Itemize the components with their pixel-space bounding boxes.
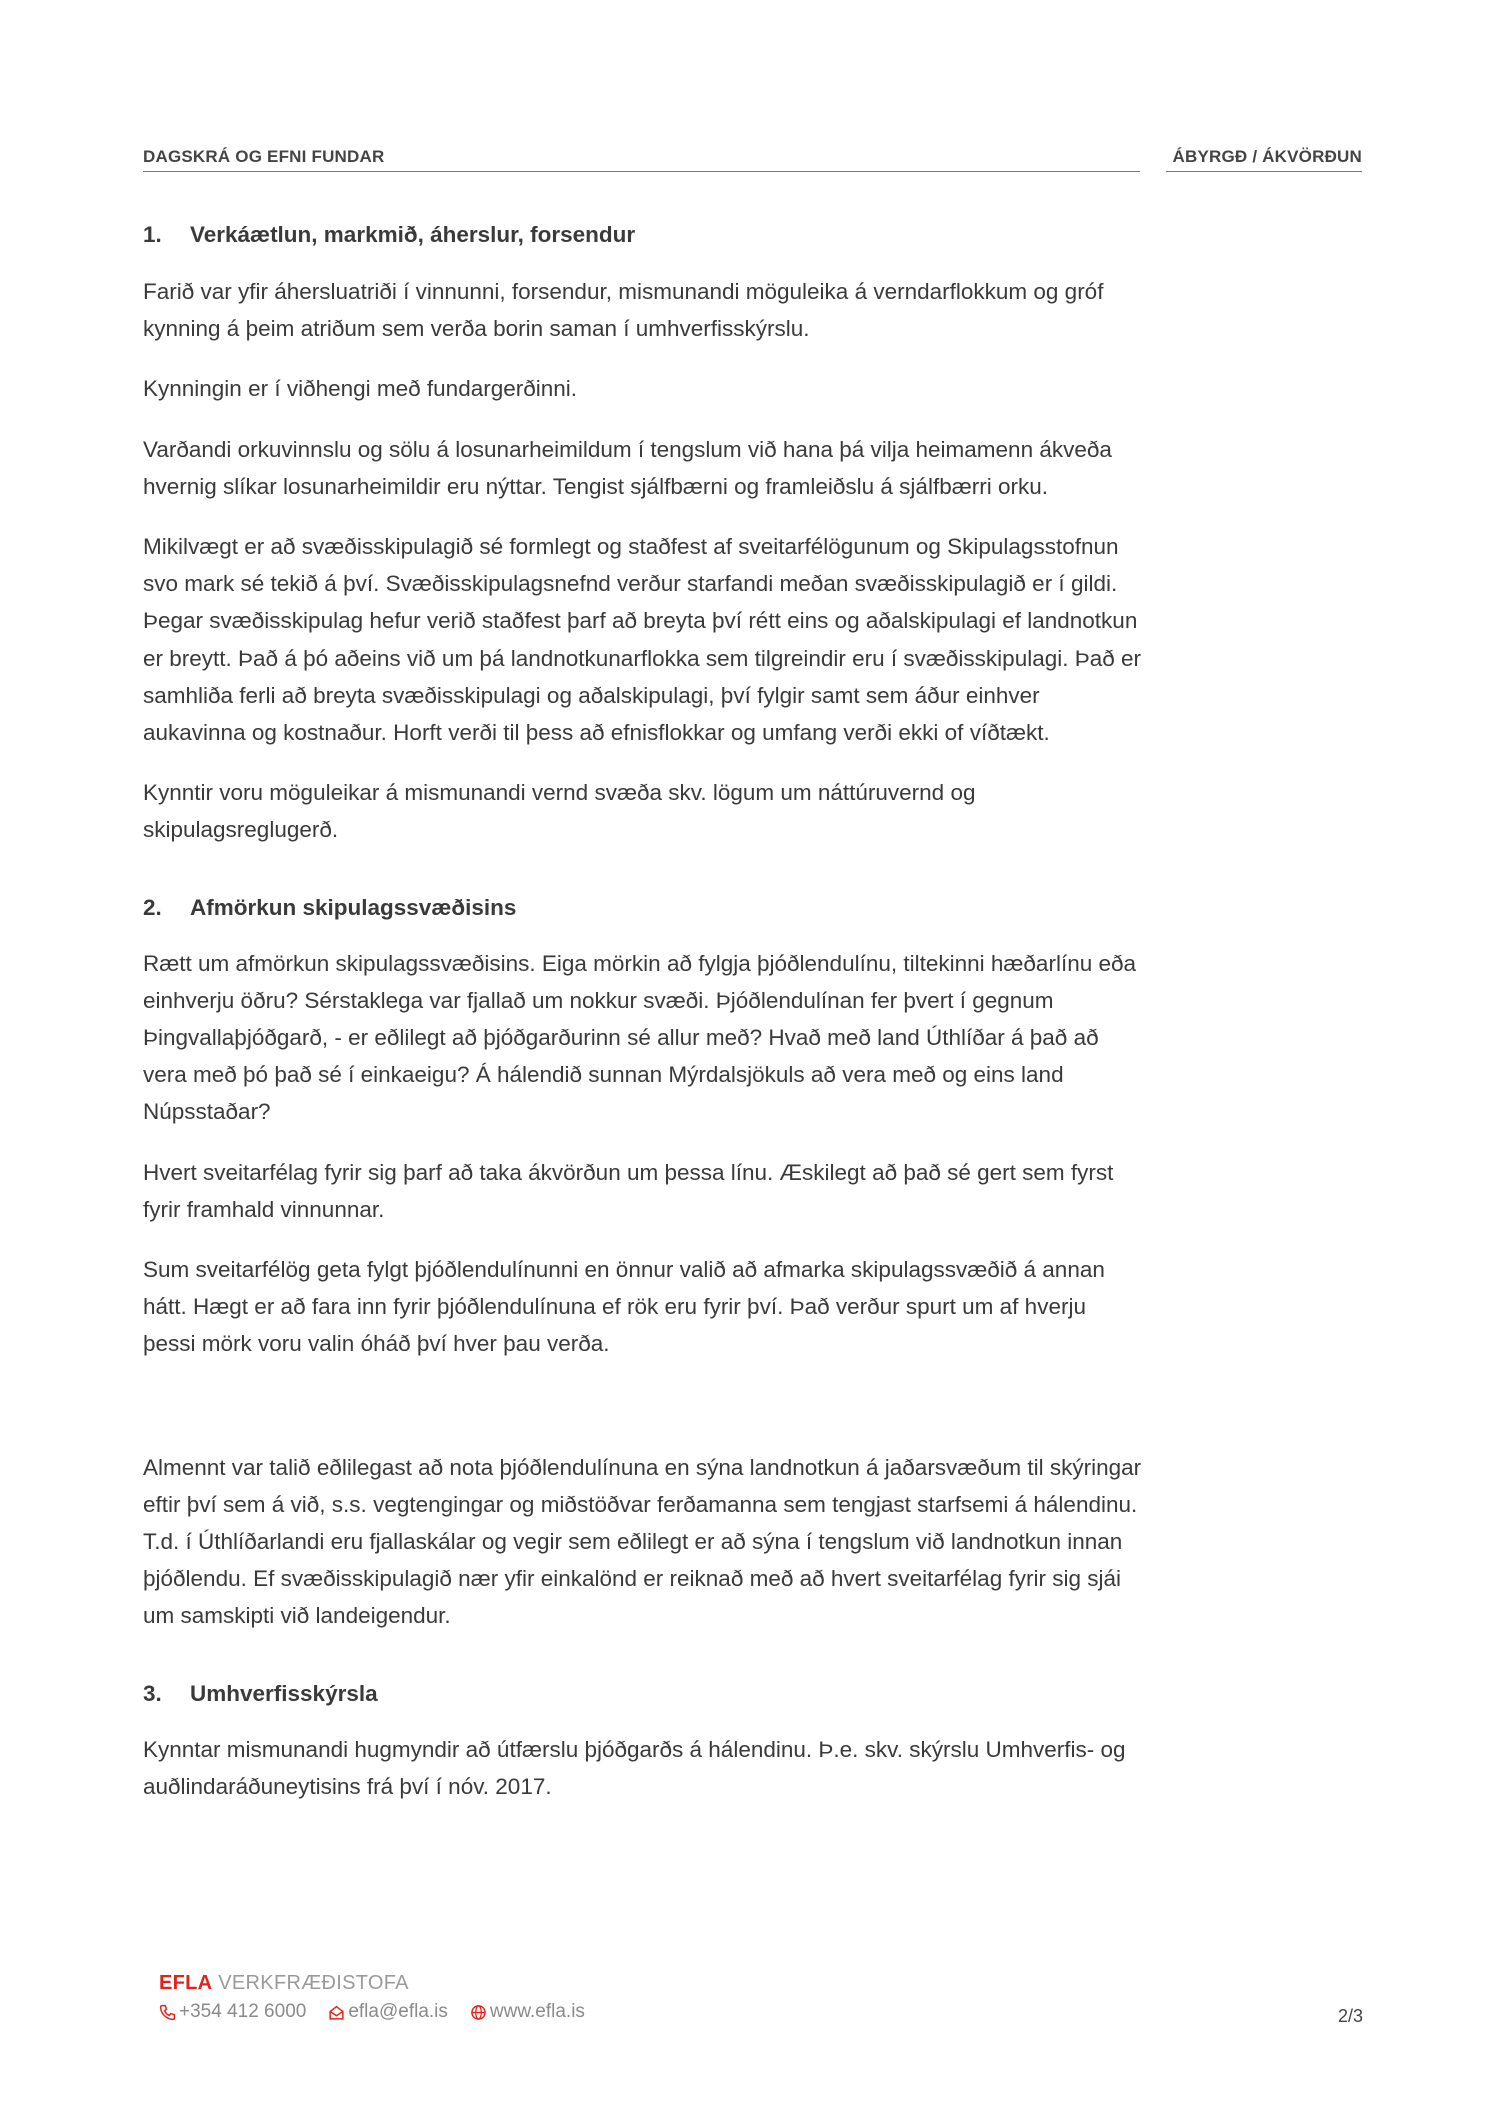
- section-title: Afmörkun skipulagssvæðisins: [190, 894, 517, 920]
- section-number: 3.: [143, 1680, 162, 1706]
- paragraph: Hvert sveitarfélag fyrir sig þarf að taka ákvörðun um þessa línu. Æskilegt að það sé gert sem fyrst fyrir framhald vinnunnar.: [143, 1159, 1114, 1222]
- website-link[interactable]: www.efla.is: [489, 2001, 585, 2022]
- web-contact[interactable]: [470, 2001, 585, 2023]
- globe-icon: [470, 2004, 487, 2021]
- section-number: 1.: [143, 222, 162, 247]
- document-body: [143, 222, 1143, 1805]
- paragraph: Kynntar mismunandi hugmyndir að útfærslu þjóðgarðs á hálendinu. Þ.e. skv. skýrslu Umhverfis- og auðlindaráðuneytisins frá því í nóv. 2017.: [143, 1736, 1126, 1799]
- section-title: Umhverfisskýrsla: [190, 1680, 378, 1706]
- paragraph: Almennt var talið eðlilegast að nota þjóðlendulínuna en sýna landnotkun á jaðarsvæðum til skýringar eftir því sem á við, s.s. vegtengingar og miðstöðvar ferðamanna sem tengjast starfsemi á hálendinu. T.d. í Úthlíðarlandi eru fjallaskálar og vegir sem eðlilegt er að sýna í tengslum við landnotkun innan þjóðlendu. Ef svæðisskipulagið nær yfir einkalönd er reiknað með að hvert sveitarfélag fyrir sig sjái um samskipti við landeigendur.: [143, 1454, 1142, 1629]
- section-title: Verkáætlun, markmið, áherslur, forsendur: [190, 222, 636, 247]
- paragraph: Mikilvægt er að svæðisskipulagið sé formlegt og staðfest af sveitarfélögunum og Skipulagsstofnun svo mark sé tekið á því. Svæðisskipulagsnefnd verður starfandi meðan svæðisskipulagið er í gildi. Þegar svæðisskipulag hefur verið staðfest þarf að breyta því rétt eins og aðalskipulagi ef landnotkun er breytt. Það á þó aðeins við um þá landnotkunarflokka sem tilgreindir eru í svæðisskipulagi. Það er samhliða ferli að breyta svæðisskipulagi og aðalskipulagi, því fylgir samt sem áður einhver aukavinna og kostnaður. Horft verði til þess að efnisflokkar og umfang verði ekki of víðtækt.: [143, 534, 1142, 746]
- paragraph: Sum sveitarfélög geta fylgt þjóðlendulínunni en önnur valið að afmarka skipulagssvæðið á annan hátt. Hægt er að fara inn fyrir þjóðlendulínuna ef rök eru fyrir því. Það verður spurt um af hverju þessi mörk voru valin óháð því hver þau verða.: [143, 1257, 1105, 1357]
- header-agenda-title: DAGSKRÁ OG EFNI FUNDAR: [143, 147, 1140, 172]
- section-1-heading: [143, 222, 1143, 248]
- paragraph: Varðandi orkuvinnslu og sölu á losunarheimildum í tengslum við hana þá vilja heimamenn ákveða hvernig slíkar losunarheimildir eru nýttar. Tengist sjálfbærni og framleiðslu á sjálfbærri orku.: [143, 436, 1112, 499]
- brand-name: EFLA: [159, 1972, 213, 1994]
- header-responsibility-title: ÁBYRGÐ / ÁKVÖRÐUN: [1166, 147, 1362, 172]
- paragraph: Kynningin er í viðhengi með fundargerðinni.: [143, 376, 578, 402]
- section-2-heading: [143, 895, 1143, 921]
- email-link[interactable]: efla@efla.is: [348, 2001, 448, 2022]
- phone-number: +354 412 6000: [179, 2001, 307, 2022]
- phone-contact: [159, 2001, 306, 2023]
- section-number: 2.: [143, 894, 162, 920]
- email-contact[interactable]: [328, 2001, 448, 2023]
- contact-info: [159, 2001, 585, 2023]
- section-3-heading: [143, 1681, 1143, 1707]
- paragraph: Kynntir voru möguleikar á mismunandi vernd svæða skv. lögum um náttúruvernd og skipulagsreglugerð.: [143, 780, 976, 843]
- brand-subtitle: VERKFRÆÐISTOFA: [212, 1972, 409, 1994]
- paragraph: Farið var yfir áhersluatriði í vinnunni, forsendur, mismunandi möguleika á verndarflokkum og gróf kynning á þeim atriðum sem verða borin saman í umhverfisskýrslu.: [143, 279, 1104, 342]
- paragraph: Rætt um afmörkun skipulagssvæðisins. Eiga mörkin að fylgja þjóðlendulínu, tiltekinni hæðarlínu eða einhverju öðru? Sérstaklega var fjallað um nokkur svæði. Þjóðlendulínan fer þvert í gegnum Þingvallaþjóðgarð, - er eðlilegt að þjóðgarðurinn sé allur með? Hvað með land Úthlíðar á það að vera með þó það sé í einkaeigu? Á hálendið sunnan Mýrdalsjökuls að vera með og eins land Núpsstaðar?: [143, 950, 1137, 1125]
- mail-icon: [328, 2004, 345, 2021]
- phone-icon: [159, 2004, 176, 2021]
- page-number: 2/3: [1337, 2006, 1363, 2026]
- footer: [159, 1972, 585, 2023]
- company-logo: [159, 1972, 585, 1995]
